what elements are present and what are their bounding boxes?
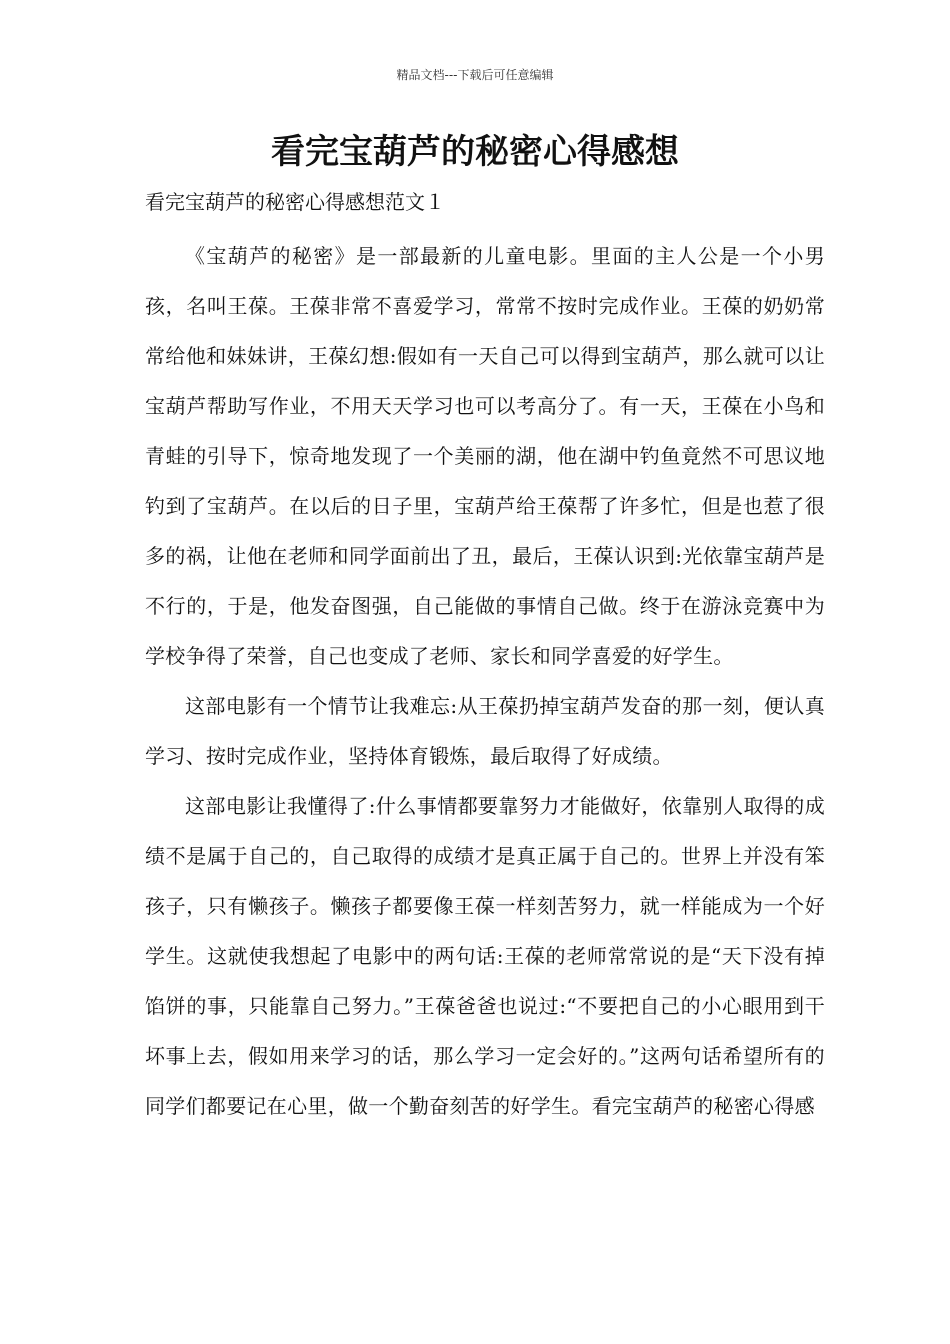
paragraph: 这部电影有一个情节让我难忘:从王葆扔掉宝葫芦发奋的那一刻，便认真学习、按时完成作业，坚持体育锻炼，最后取得了好成绩。 (145, 694, 825, 768)
document-body (145, 231, 825, 1131)
page-header: 精品文档---下载后可任意编辑 (396, 68, 554, 82)
document-subtitle: 看完宝葫芦的秘密心得感想范文１ (145, 190, 445, 214)
paragraph: 这部电影让我懂得了:什么事情都要靠努力才能做好，依靠别人取得的成绩不是属于自己的，自己取得的成绩才是真正属于自己的。世界上并没有笨孩子，只有懒孩子。懒孩子都要像王葆一样刻苦努力，就一样能成为一个好学生。这就使我想起了电影中的两句话:王葆的老师常常说的是“天下没有掉馅饼的事，只能靠自己努力。”王葆爸爸也说过:“不要把自己的小心眼用到干坏事上去，假如用来学习的话，那么学习一定会好的。”这两句话希望所有的同学们都要记在心里，做一个勤奋刻苦的好学生。看完宝葫芦的秘密心得感 (145, 794, 825, 1118)
document-title: 看完宝葫芦的秘密心得感想 (271, 132, 679, 172)
paragraph: 《宝葫芦的秘密》是一部最新的儿童电影。里面的主人公是一个小男孩，名叫王葆。王葆非常不喜爱学习，常常不按时完成作业。王葆的奶奶常常给他和妹妹讲，王葆幻想:假如有一天自己可以得到宝葫芦，那么就可以让宝葫芦帮助写作业，不用天天学习也可以考高分了。有一天，王葆在小鸟和青蛙的引导下，惊奇地发现了一个美丽的湖，他在湖中钓鱼竟然不可思议地钓到了宝葫芦。在以后的日子里，宝葫芦给王葆帮了许多忙，但是也惹了很多的祸，让他在老师和同学面前出了丑，最后，王葆认识到:光依靠宝葫芦是不行的，于是，他发奋图强，自己能做的事情自己做。终于在游泳竞赛中为学校争得了荣誉，自己也变成了老师、家长和同学喜爱的好学生。 (145, 244, 825, 668)
